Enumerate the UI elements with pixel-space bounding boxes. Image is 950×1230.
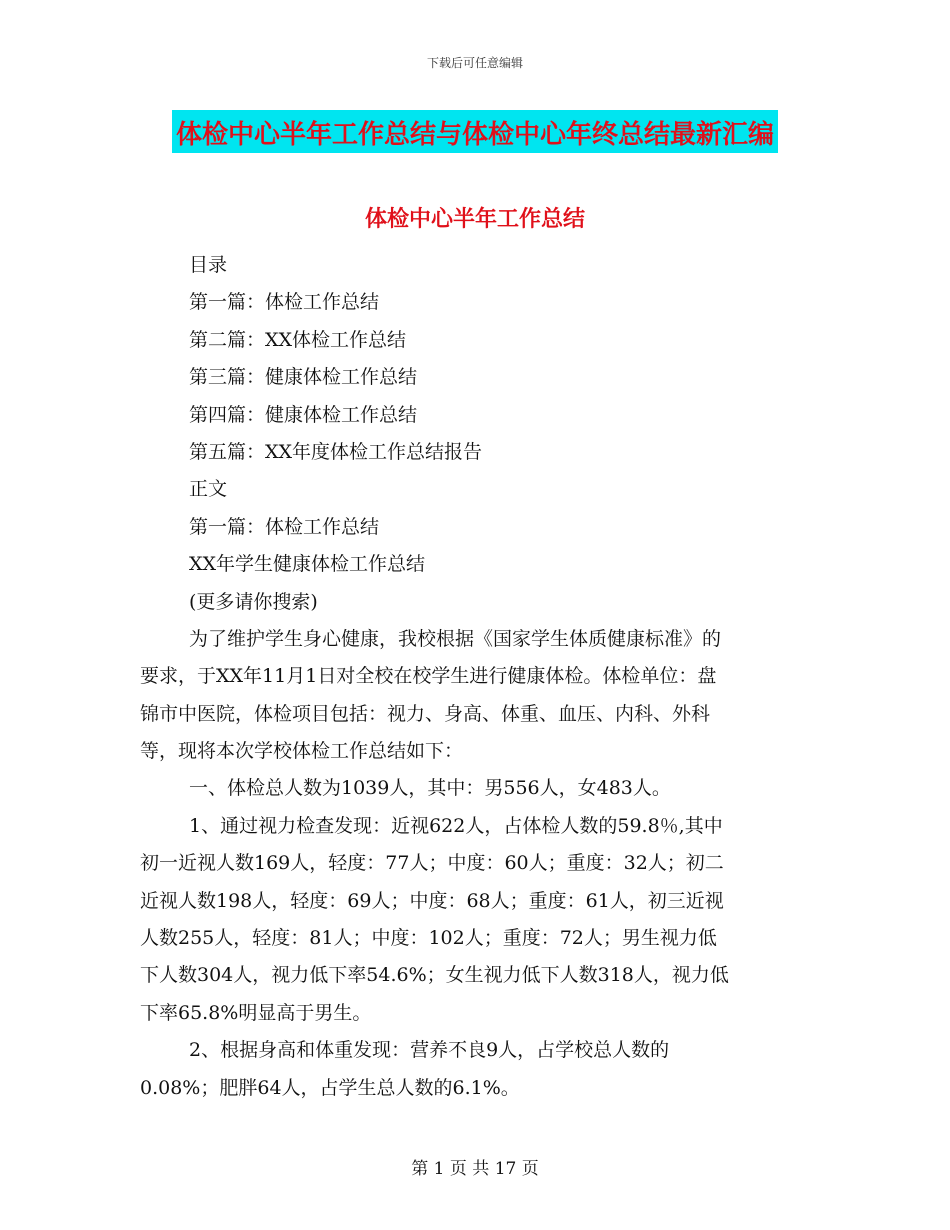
title-block: [0, 110, 950, 153]
paragraph-line: 1、通过视力检查发现：近视622人，占体检人数的59.8％,其中: [189, 814, 723, 837]
paragraph-line: 人数255人，轻度：81人；中度：102人；重度：72人；男生视力低: [140, 927, 717, 950]
paragraph-vision: [140, 808, 805, 1032]
paragraph-line: 2、根据身高和体重发现：营养不良9人，占学校总人数的: [189, 1039, 670, 1062]
paragraph-line: 初一近视人数169人，轻度：77人；中度：60人；重度：32人；初二: [140, 852, 724, 875]
paragraph-line: 近视人数198人，轻度：69人；中度：68人；重度：61人，初三近视: [140, 889, 724, 912]
toc-item-3: 第三篇：健康体检工作总结: [189, 366, 418, 389]
document-title: 体检中心半年工作总结与体检中心年终总结最新汇编: [172, 110, 778, 153]
paragraph-line: 下人数304人，视力低下率54.6%；女生视力低下人数318人，视力低: [140, 964, 729, 987]
page-footer: 第 1 页 共 17 页: [411, 1159, 539, 1179]
toc-item-1: 第一篇：体检工作总结: [189, 291, 380, 314]
section-title: 体检中心半年工作总结: [364, 207, 585, 232]
paragraph-intro: [140, 621, 805, 771]
paragraph-line: 锦市中医院，体检项目包括：视力、身高、体重、血压、内科、外科: [140, 702, 711, 725]
toc-item-2: 第二篇：XX体检工作总结: [189, 328, 407, 351]
paragraph-line: 等，现将本次学校体检工作总结如下：: [140, 740, 464, 763]
paragraph-line: 为了维护学生身心健康，我校根据《国家学生体质健康标准》的: [189, 627, 722, 650]
search-note: (更多请你搜索): [189, 590, 318, 613]
toc-item-5: 第五篇：XX年度体检工作总结报告: [189, 440, 483, 463]
paragraph-line: 要求，于XX年11月1日对全校在校学生进行健康体检。体检单位：盘: [140, 665, 717, 688]
paragraph-line: 0.08%；肥胖64人，占学生总人数的6.1%。: [140, 1076, 520, 1099]
document-body: [140, 247, 805, 1107]
page-header: 下载后可任意编辑: [426, 56, 523, 70]
paragraph-line: 下率65.8%明显高于男生。: [140, 1001, 372, 1024]
paragraph-total: 一、体检总人数为1039人，其中：男556人，女483人。: [189, 777, 671, 800]
toc-heading: 目录: [189, 254, 228, 276]
body-heading: 正文: [189, 478, 228, 501]
paragraph-nutrition: [140, 1032, 805, 1107]
toc-item-4: 第四篇：健康体检工作总结: [189, 403, 418, 426]
doc-title: XX年学生健康体检工作总结: [189, 553, 426, 576]
chapter-title: 第一篇：体检工作总结: [189, 515, 380, 538]
